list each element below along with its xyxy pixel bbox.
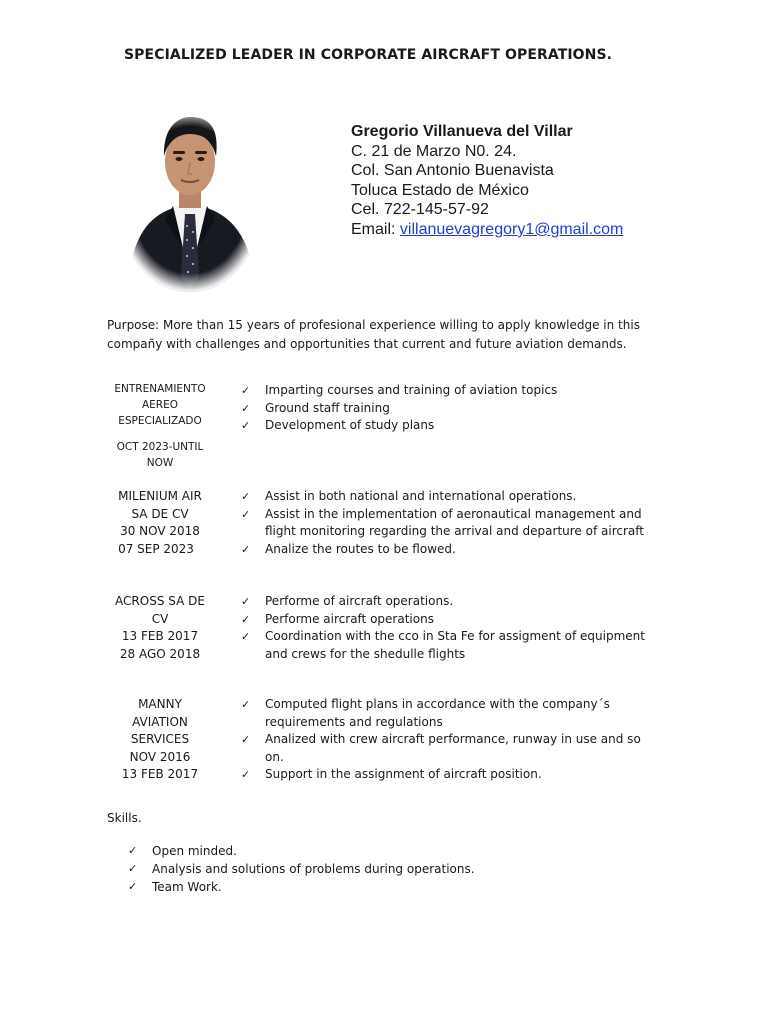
check-icon: ✓ bbox=[241, 384, 251, 397]
experience-bullets bbox=[241, 593, 661, 663]
email-row bbox=[351, 220, 623, 240]
company-line: MILENIUM AIR bbox=[118, 489, 202, 503]
company-line: 30 NOV 2018 bbox=[120, 524, 200, 538]
candidate-name: Gregorio Villanueva del Villar bbox=[351, 123, 573, 140]
skills-list bbox=[128, 842, 548, 897]
address-line-1: C. 21 de Marzo N0. 24. bbox=[351, 142, 517, 160]
list-item: ✓ Open minded. bbox=[128, 842, 548, 860]
check-icon: ✓ bbox=[241, 595, 251, 608]
profile-photo bbox=[117, 108, 263, 292]
check-icon: ✓ bbox=[128, 862, 138, 876]
company-line: AEREO bbox=[141, 399, 178, 411]
list-item: ✓ Ground staff training bbox=[241, 400, 661, 418]
company-line: ESPECIALIZADO bbox=[118, 415, 202, 427]
experience-company bbox=[104, 696, 216, 784]
check-icon: ✓ bbox=[241, 401, 251, 415]
list-item: ✓ Performe of aircraft operations. bbox=[241, 593, 661, 611]
date-line: OCT 2023-UNTIL bbox=[116, 441, 204, 453]
check-icon: ✓ bbox=[241, 733, 251, 746]
address-line-2: Col. San Antonio Buenavista bbox=[351, 162, 554, 180]
experience-bullets bbox=[241, 696, 661, 784]
list-item: ✓ Analize the routes to be flowed. bbox=[241, 541, 661, 559]
company-line: NOV 2016 bbox=[129, 749, 191, 764]
experience-bullets bbox=[241, 382, 661, 435]
company-line: 13 FEB 2017 bbox=[121, 629, 199, 643]
list-item: ✓ Development of study plans bbox=[241, 417, 661, 435]
purpose-statement: Purpose: More than 15 years of profesional experience willing to apply knowledge in this compañy with challenges and opportunities that current and future aviation demands. bbox=[107, 318, 640, 351]
contact-block bbox=[351, 122, 623, 240]
list-item: ✓ Team Work. bbox=[128, 878, 548, 896]
date-line: NOW bbox=[146, 457, 174, 469]
company-line: AVIATION bbox=[132, 714, 188, 729]
list-item: ✓ Imparting courses and training of aviation topics bbox=[241, 382, 661, 400]
experience-company bbox=[108, 381, 212, 429]
list-item: ✓ Coordination with the cco in Sta Fe for assigment of equipment and crews for the shedulle flights bbox=[241, 629, 645, 661]
check-icon: ✓ bbox=[128, 844, 138, 857]
list-item: ✓ Analysis and solutions of problems during operations. bbox=[128, 860, 548, 878]
company-line: ENTRENAMIENTO bbox=[114, 383, 206, 395]
check-icon: ✓ bbox=[128, 880, 138, 894]
check-icon: ✓ bbox=[241, 419, 251, 432]
company-line: 28 AGO 2018 bbox=[119, 646, 201, 661]
list-item: ✓ Computed flight plans in accordance with the company´s requirements and regulations bbox=[241, 697, 610, 729]
company-line: 13 FEB 2017 bbox=[121, 767, 199, 781]
check-icon: ✓ bbox=[241, 507, 251, 521]
page-title: SPECIALIZED LEADER IN CORPORATE AIRCRAFT OPERATIONS. bbox=[124, 47, 613, 63]
company-line: ACROSS SA DE bbox=[115, 594, 205, 608]
list-item: ✓ Performe aircraft operations bbox=[241, 611, 661, 629]
check-icon: ✓ bbox=[241, 490, 251, 503]
company-line: SA DE CV bbox=[131, 506, 189, 521]
check-icon: ✓ bbox=[241, 612, 251, 626]
list-item: ✓ Analized with crew aircraft performance, runway in use and so on. bbox=[241, 732, 641, 764]
company-line: SERVICES bbox=[130, 732, 190, 746]
company-line: CV bbox=[151, 611, 169, 626]
list-item: ✓ Assist in both national and international operations. bbox=[241, 488, 661, 506]
company-line: 07 SEP 2023 bbox=[118, 541, 194, 556]
email-label: Email: bbox=[351, 220, 400, 238]
experience-company bbox=[104, 593, 216, 663]
skills-heading: Skills. bbox=[107, 811, 142, 825]
experience-company bbox=[104, 488, 216, 558]
check-icon: ✓ bbox=[241, 698, 251, 711]
list-item: ✓ Assist in the implementation of aeronautical management and flight monitoring regarding the arrival and departure of aircraft bbox=[241, 506, 644, 538]
check-icon: ✓ bbox=[241, 542, 251, 556]
address-line-3: Toluca Estado de México bbox=[351, 181, 529, 199]
company-line: MANNY bbox=[138, 697, 182, 711]
list-item: ✓ Support in the assignment of aircraft position. bbox=[241, 766, 661, 784]
check-icon: ✓ bbox=[241, 630, 251, 643]
email-link[interactable]: villanuevagregory1@gmail.com bbox=[399, 220, 624, 238]
phone-number: Cel. 722-145-57-92 bbox=[351, 201, 489, 219]
check-icon: ✓ bbox=[241, 768, 251, 781]
experience-bullets bbox=[241, 488, 661, 558]
experience-dates bbox=[108, 439, 212, 471]
